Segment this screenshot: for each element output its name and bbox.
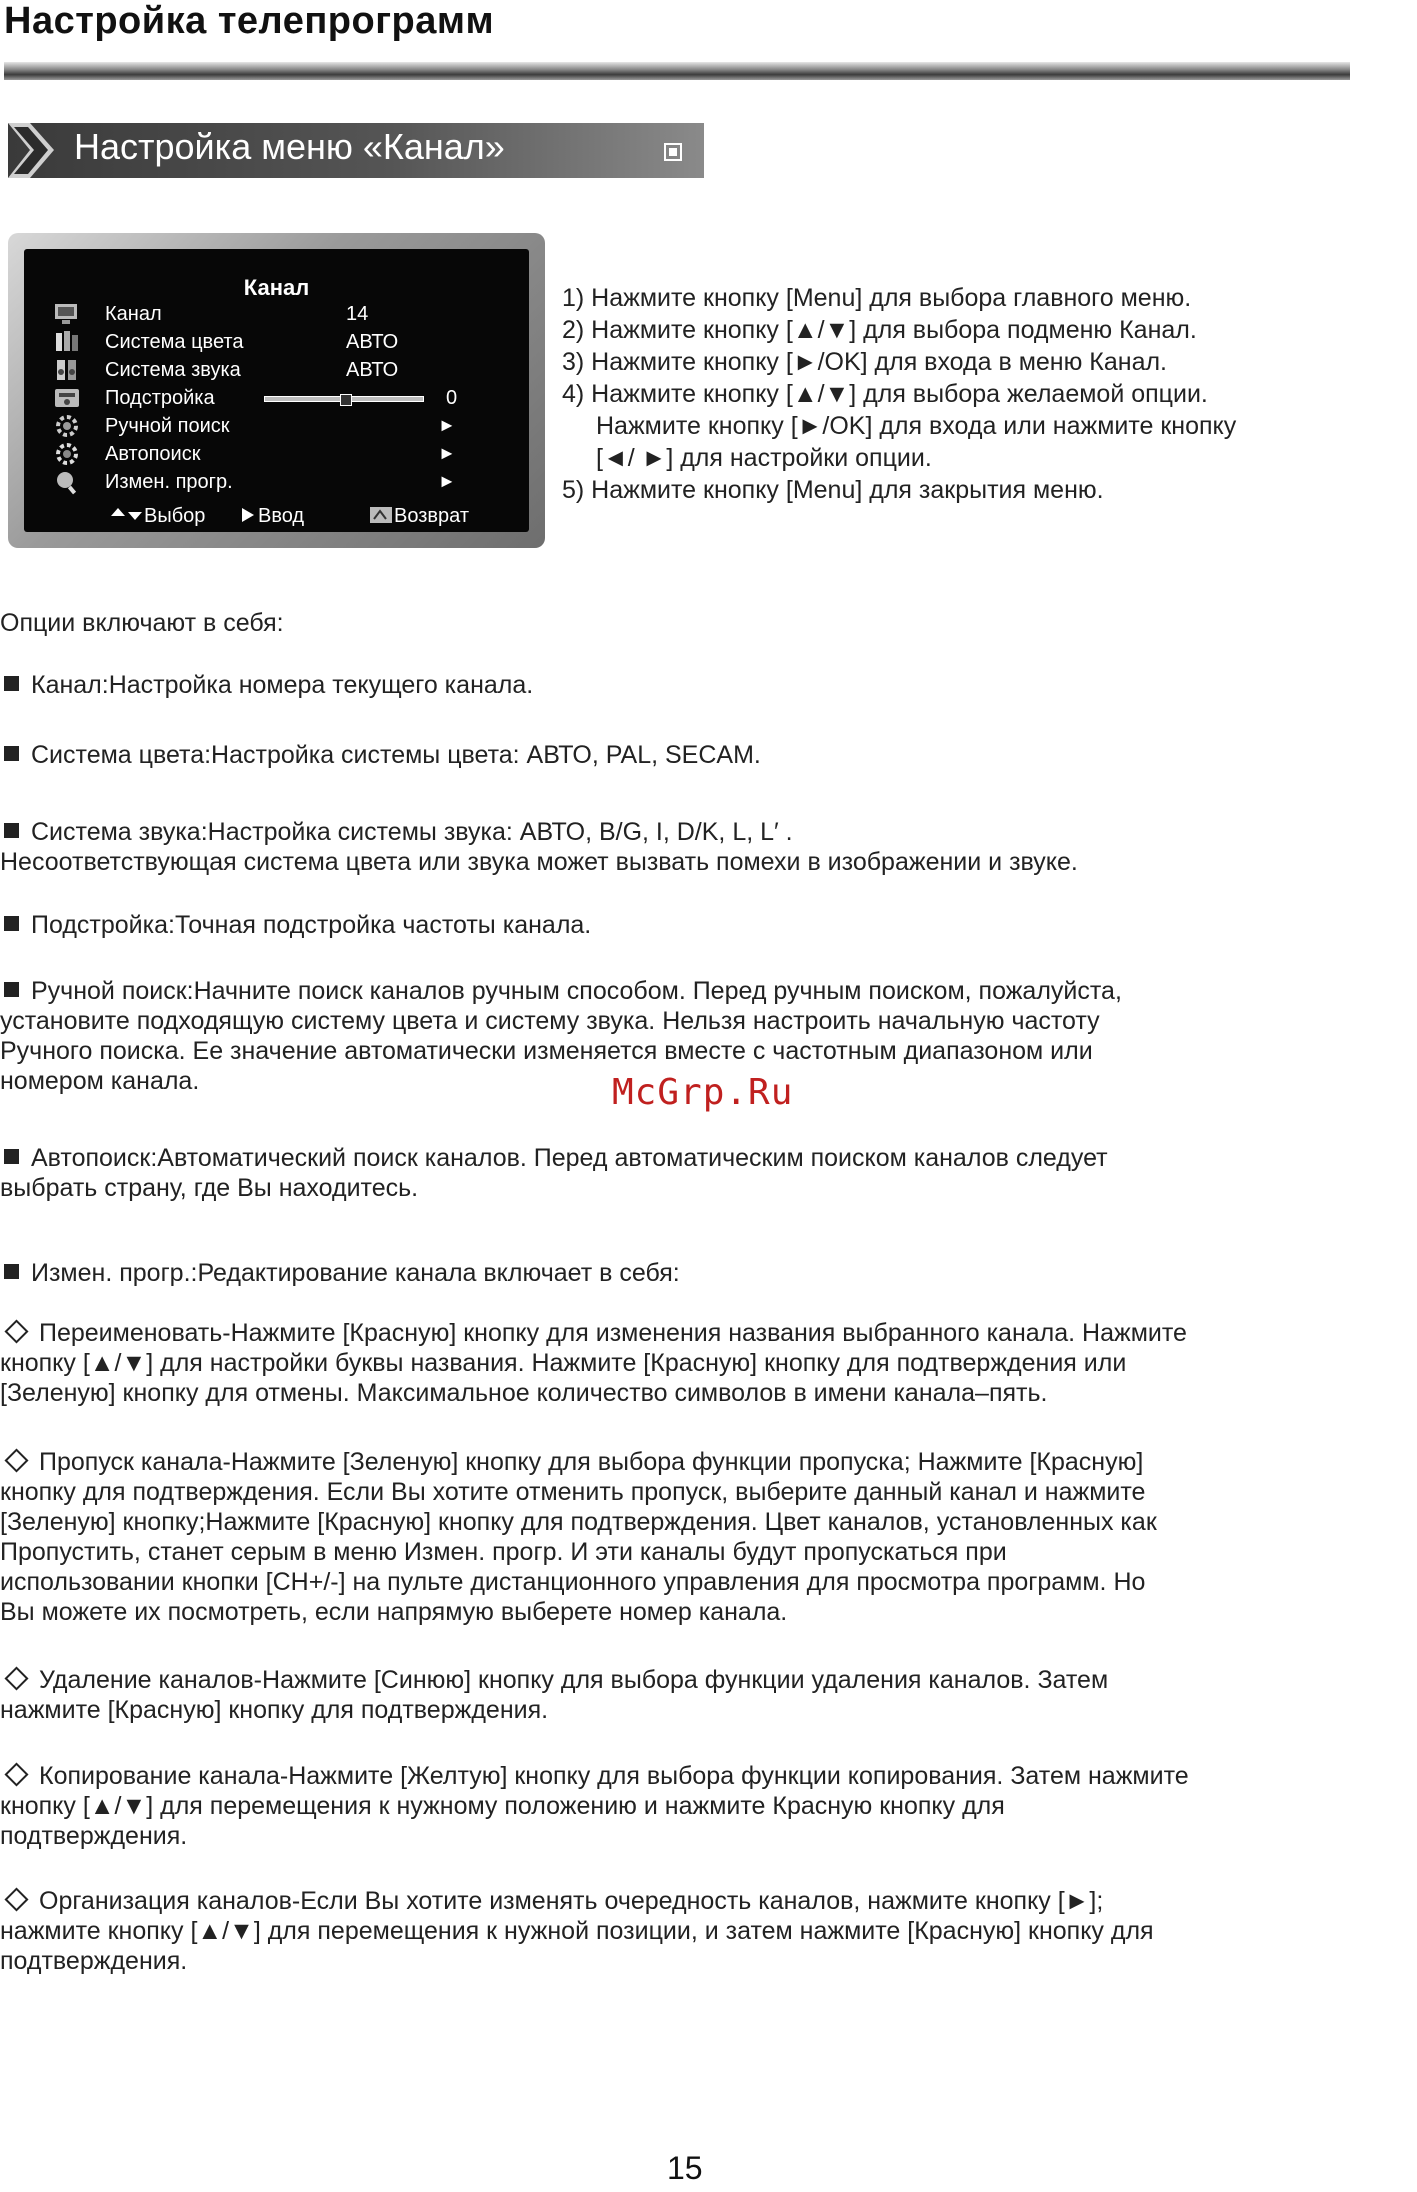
gear-icon [52,413,82,439]
tv-menu-value: АВТО [346,359,399,381]
edit-text: использовании кнопки [CH+/-] на пульте дистанционного управления для просмотра программ. Но [0,1568,1146,1596]
chevron-right-icon [8,123,56,178]
edit-skip [0,1447,1417,1627]
page-title: Настройка телепрограмм [4,0,495,42]
step-line: 1) Нажмите кнопку [Menu] для выбора главного меню. [562,284,1192,312]
edit-text: нажмите [Красную] кнопку для подтверждения. [0,1696,549,1724]
step-line: 3) Нажмите кнопку [►/OK] для входа в меню Канал. [562,348,1168,376]
tv-menu-screenshot [8,233,545,548]
tv-menu-value: АВТО [346,331,399,353]
edit-text: подтверждения. [0,1947,188,1975]
tv-menu-item-manual-search[interactable] [24,413,529,441]
option-text: Система цвета:Настройка системы цвета: АВТО, PAL, SECAM. [31,741,761,769]
step-line: 2) Нажмите кнопку [▲/▼] для выбора подменю Канал. [562,316,1197,344]
tv-menu-item-fine-tune[interactable] [24,385,529,413]
tv-menu-item-program-edit[interactable] [24,469,529,497]
option-text: Подстройка:Точная подстройка частоты канала. [31,911,592,939]
option-text: выбрать страну, где Вы находитесь. [0,1174,419,1202]
edit-text: кнопку [▲/▼] для перемещения к нужному положению и нажмите Красную кнопку для [0,1792,1005,1820]
option-fine-tune [0,910,1417,940]
diamond-icon [4,1887,28,1911]
tv-menu-title: Канал [243,275,310,300]
step-line: [◄/ ►] для настройки опции. [596,444,932,472]
search-icon [52,469,82,495]
diamond-icon [4,1448,28,1472]
options-intro-text: Опции включают в себя: [0,609,284,637]
footer-enter-label: Ввод [258,505,305,527]
tv-menu-label: Система звука [105,359,241,381]
footer-back-label: Возврат [394,505,469,527]
tv-menu-label: Измен. прогр. [105,471,233,493]
footer-select [110,505,205,528]
edit-text: Организация каналов-Если Вы хотите изменять очередность каналов, нажмите кнопку [►]; [39,1887,1104,1915]
bullet-icon [4,1149,19,1164]
bullet-icon [4,823,19,838]
step-line: 5) Нажмите кнопку [Menu] для закрытия меню. [562,476,1104,504]
footer-enter [238,505,304,528]
step-line: Нажмите кнопку [►/OK] для входа или нажмите кнопку [596,412,1237,440]
edit-text: подтверждения. [0,1822,188,1850]
option-color-system [0,740,1417,770]
edit-text: Переименовать-Нажмите [Красную] кнопку для изменения названия выбранного канала. Нажмите [39,1319,1187,1347]
tv-menu-label: Канал [105,303,162,325]
gear-icon [52,441,82,467]
tv-screen [24,249,529,532]
tv-menu-item-auto-search[interactable] [24,441,529,469]
diamond-icon [4,1666,28,1690]
edit-copy [0,1761,1417,1851]
edit-text: Пропуск канала-Нажмите [Зеленую] кнопку для выбора функции пропуска; Нажмите [Красную] [39,1448,1144,1476]
bullet-icon [4,746,19,761]
sound-icon [52,357,82,383]
bullet-icon [4,1264,19,1279]
option-text: Автопоиск:Автоматический поиск каналов. Перед автоматическим поиском каналов следует [31,1144,1108,1172]
step-line: 4) Нажмите кнопку [▲/▼] для выбора желаемой опции. [562,380,1208,408]
instruction-steps [562,282,1236,506]
tv-icon [52,301,82,327]
diamond-icon [4,1762,28,1786]
tv-menu-label: Подстройка [105,387,215,409]
section-banner [8,123,704,178]
option-program-edit [0,1258,1417,1288]
tv-menu-item-color-system[interactable] [24,329,529,357]
option-text: номером канала. [0,1067,200,1095]
tv-menu-value: 0 [446,387,458,409]
edit-delete [0,1665,1417,1725]
tv-menu-item-channel[interactable] [24,301,529,329]
tv-menu-label: Автопоиск [105,443,201,465]
up-down-arrows-icon [110,506,144,524]
edit-organize [0,1886,1417,1976]
options-intro [0,608,1417,638]
tv-menu-value: 14 [346,303,369,325]
tune-icon [52,385,82,411]
option-text: Канал:Настройка номера текущего канала. [31,671,534,699]
bullet-icon [4,676,19,691]
option-auto-search [0,1143,1417,1203]
edit-text: кнопку [▲/▼] для настройки буквы названия. Нажмите [Красную] кнопку для подтверждения или [0,1349,1127,1377]
edit-text: Пропустить, станет серым в меню Измен. прогр. И эти каналы будут пропускаться при [0,1538,1007,1566]
bullet-icon [4,916,19,931]
arrow-right-icon: ► [438,443,456,463]
option-text: Несоответствующая система цвета или звука может вызвать помехи в изображении и звуке. [0,848,1078,876]
color-icon [52,329,82,355]
option-text: Ручной поиск:Начните поиск каналов ручным способом. Перед ручным поиском, пожалуйста, [31,977,1122,1005]
option-channel [0,670,1417,700]
arrow-right-icon: ► [438,415,456,435]
menu-key-icon [368,506,394,524]
edit-text: Вы можете их посмотреть, если напрямую выберете номер канала. [0,1598,788,1626]
footer-select-label: Выбор [144,505,206,527]
option-text: Измен. прогр.:Редактирование канала включает в себя: [31,1259,680,1287]
tv-menu-item-sound-system[interactable] [24,357,529,385]
edit-text: Удаление каналов-Нажмите [Синюю] кнопку для выбора функции удаления каналов. Затем [39,1666,1109,1694]
edit-text: кнопку для подтверждения. Если Вы хотите отменить пропуск, выберите данный канал и нажмите [0,1478,1146,1506]
title-divider [4,62,1350,80]
fine-tune-slider[interactable] [264,396,424,402]
page-number: 15 [667,2150,703,2186]
bullet-icon [4,982,19,997]
section-title: Настройка меню «Канал» [74,126,505,167]
enter-arrow-icon [238,506,258,524]
watermark: McGrp.Ru [612,1072,794,1113]
edit-rename [0,1318,1417,1408]
option-sound-system [0,817,1417,877]
option-text: Система звука:Настройка системы звука: АВТО, B/G, I, D/K, L, L′ . [31,818,793,846]
edit-text: [Зеленую] кнопку для отмены. Максимальное количество символов в имени канала–пять. [0,1379,1048,1407]
tv-menu-label: Система цвета [105,331,244,353]
option-text: Ручного поиска. Ее значение автоматически изменяется вместе с частотным диапазоном или [0,1037,1093,1065]
edit-text: [Зеленую] кнопку;Нажмите [Красную] кнопку для подтверждения. Цвет каналов, установленных как [0,1508,1157,1536]
edit-text: нажмите кнопку [▲/▼] для перемещения к нужной позиции, и затем нажмите [Красную] кнопку для [0,1917,1154,1945]
edit-text: Копирование канала-Нажмите [Желтую] кнопку для выбора функции копирования. Затем нажмите [39,1762,1189,1790]
option-text: установите подходящую систему цвета и систему звука. Нельзя настроить начальную частоту [0,1007,1100,1035]
diamond-icon [4,1319,28,1343]
tv-menu-label: Ручной поиск [105,415,230,437]
footer-back [368,505,469,528]
square-icon [664,143,682,161]
arrow-right-icon: ► [438,471,456,491]
